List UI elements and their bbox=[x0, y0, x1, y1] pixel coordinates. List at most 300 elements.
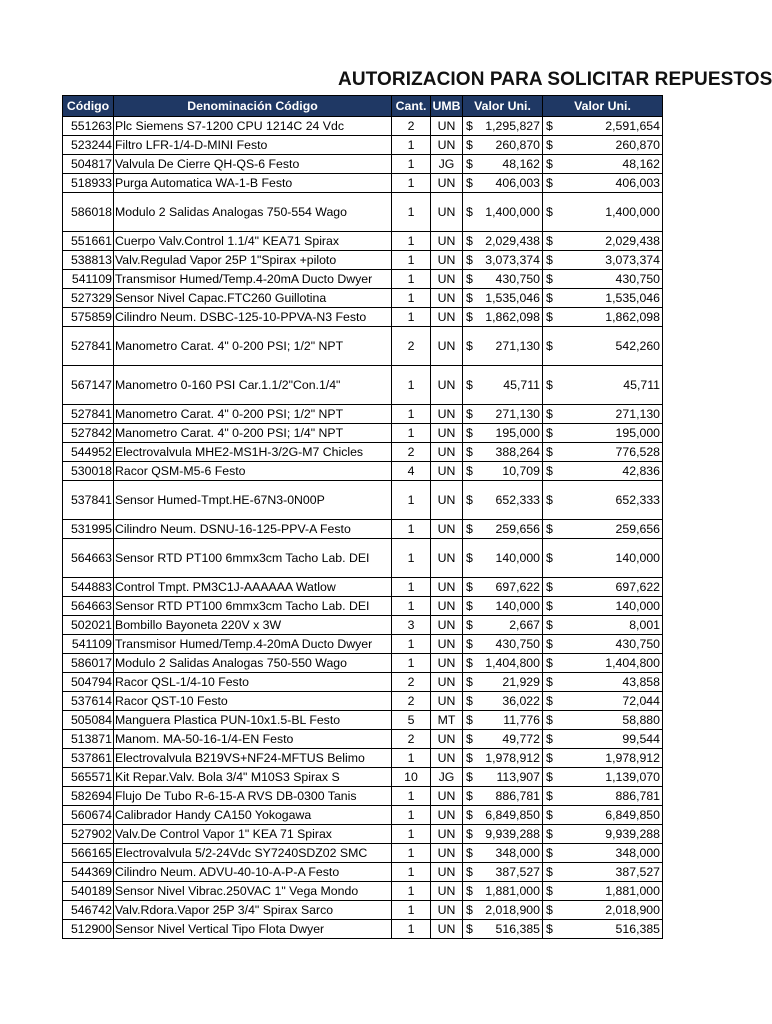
cell-code[interactable]: 551661 bbox=[63, 232, 114, 251]
cell-unit-value[interactable] bbox=[463, 635, 543, 654]
cell-code[interactable]: 541109 bbox=[63, 270, 114, 289]
cell-total-value[interactable] bbox=[543, 289, 663, 308]
cell-umb[interactable]: UN bbox=[431, 117, 463, 136]
cell-description[interactable]: Manometro 0-160 PSI Car.1.1/2"Con.1/4" bbox=[114, 366, 392, 405]
cell-total-value[interactable] bbox=[543, 193, 663, 232]
cell-description[interactable]: Modulo 2 Salidas Analogas 750-554 Wago bbox=[114, 193, 392, 232]
currency-symbol: $ bbox=[466, 551, 473, 565]
table-row bbox=[63, 635, 663, 654]
cell-unit-value[interactable] bbox=[463, 462, 543, 481]
table-row bbox=[63, 251, 663, 270]
cell-unit-value[interactable] bbox=[463, 193, 543, 232]
header-code[interactable]: Código bbox=[63, 96, 114, 117]
cell-total-value[interactable] bbox=[543, 155, 663, 174]
header-umb[interactable]: UMB bbox=[431, 96, 463, 117]
cell-code[interactable]: 586017 bbox=[63, 654, 114, 673]
cell-description[interactable]: Manometro Carat. 4" 0-200 PSI; 1/2" NPT bbox=[114, 327, 392, 366]
amount: 195,000 bbox=[615, 426, 660, 440]
cell-code[interactable]: 527902 bbox=[63, 825, 114, 844]
cell-total-value[interactable] bbox=[543, 863, 663, 882]
cell-code[interactable]: 537614 bbox=[63, 692, 114, 711]
currency-symbol: $ bbox=[466, 827, 473, 841]
cell-qty[interactable]: 1 bbox=[392, 270, 431, 289]
cell-umb[interactable]: UN bbox=[431, 920, 463, 939]
cell-qty[interactable]: 1 bbox=[392, 654, 431, 673]
cell-description[interactable]: Cilindro Neum. DSNU-16-125-PPV-A Festo bbox=[114, 520, 392, 539]
cell-description[interactable]: Transmisor Humed/Temp.4-20mA Ducto Dwyer bbox=[114, 270, 392, 289]
cell-unit-value[interactable] bbox=[463, 289, 543, 308]
cell-description[interactable]: Manguera Plastica PUN-10x1.5-BL Festo bbox=[114, 711, 392, 730]
cell-total-value[interactable] bbox=[543, 844, 663, 863]
table-row bbox=[63, 730, 663, 749]
cell-code[interactable]: 544952 bbox=[63, 443, 114, 462]
cell-umb[interactable]: UN bbox=[431, 193, 463, 232]
cell-unit-value[interactable] bbox=[463, 443, 543, 462]
cell-description[interactable]: Valv.De Control Vapor 1" KEA 71 Spirax bbox=[114, 825, 392, 844]
amount: 1,139,070 bbox=[605, 770, 660, 784]
cell-total-value[interactable] bbox=[543, 308, 663, 327]
cell-qty[interactable]: 1 bbox=[392, 405, 431, 424]
cell-umb[interactable]: UN bbox=[431, 597, 463, 616]
amount: 2,018,900 bbox=[485, 903, 540, 917]
cell-total-value[interactable] bbox=[543, 539, 663, 578]
cell-total-value[interactable] bbox=[543, 901, 663, 920]
cell-qty[interactable]: 1 bbox=[392, 520, 431, 539]
cell-code[interactable]: 544369 bbox=[63, 863, 114, 882]
cell-unit-value[interactable] bbox=[463, 232, 543, 251]
currency-symbol: $ bbox=[466, 445, 473, 459]
cell-umb[interactable]: JG bbox=[431, 155, 463, 174]
cell-description[interactable]: Control Tmpt. PM3C1J-AAAAAA Watlow bbox=[114, 578, 392, 597]
cell-total-value[interactable] bbox=[543, 882, 663, 901]
amount: 2,667 bbox=[509, 618, 540, 632]
cell-total-value[interactable] bbox=[543, 711, 663, 730]
cell-code[interactable]: 504817 bbox=[63, 155, 114, 174]
cell-unit-value[interactable] bbox=[463, 749, 543, 768]
cell-unit-value[interactable] bbox=[463, 844, 543, 863]
amount: 348,000 bbox=[495, 846, 540, 860]
header-description[interactable]: Denominación Código bbox=[114, 96, 392, 117]
cell-description[interactable]: Purga Automatica WA-1-B Festo bbox=[114, 174, 392, 193]
cell-total-value[interactable] bbox=[543, 616, 663, 635]
amount: 3,073,374 bbox=[605, 253, 660, 267]
cell-qty[interactable]: 1 bbox=[392, 578, 431, 597]
cell-umb[interactable]: UN bbox=[431, 308, 463, 327]
cell-code[interactable]: 523244 bbox=[63, 136, 114, 155]
cell-qty[interactable]: 1 bbox=[392, 366, 431, 405]
cell-unit-value[interactable] bbox=[463, 730, 543, 749]
cell-umb[interactable]: UN bbox=[431, 749, 463, 768]
cell-unit-value[interactable] bbox=[463, 424, 543, 443]
currency-symbol: $ bbox=[546, 157, 553, 171]
cell-qty[interactable]: 4 bbox=[392, 462, 431, 481]
cell-umb[interactable]: UN bbox=[431, 730, 463, 749]
cell-unit-value[interactable] bbox=[463, 768, 543, 787]
cell-umb[interactable]: UN bbox=[431, 825, 463, 844]
cell-code[interactable]: 575859 bbox=[63, 308, 114, 327]
cell-qty[interactable]: 2 bbox=[392, 327, 431, 366]
cell-description[interactable]: Valv.Regulad Vapor 25P 1"Spirax +piloto bbox=[114, 251, 392, 270]
table-row bbox=[63, 673, 663, 692]
currency-symbol: $ bbox=[466, 339, 473, 353]
cell-code[interactable]: 546742 bbox=[63, 901, 114, 920]
amount: 652,333 bbox=[615, 493, 660, 507]
cell-total-value[interactable] bbox=[543, 768, 663, 787]
cell-total-value[interactable] bbox=[543, 635, 663, 654]
cell-total-value[interactable] bbox=[543, 232, 663, 251]
cell-unit-value[interactable] bbox=[463, 327, 543, 366]
cell-unit-value[interactable] bbox=[463, 481, 543, 520]
cell-umb[interactable]: MT bbox=[431, 711, 463, 730]
cell-qty[interactable]: 1 bbox=[392, 193, 431, 232]
cell-total-value[interactable] bbox=[543, 806, 663, 825]
cell-qty[interactable]: 1 bbox=[392, 308, 431, 327]
cell-total-value[interactable] bbox=[543, 251, 663, 270]
cell-qty[interactable]: 1 bbox=[392, 787, 431, 806]
cell-total-value[interactable] bbox=[543, 405, 663, 424]
cell-qty[interactable]: 2 bbox=[392, 730, 431, 749]
cell-qty[interactable]: 2 bbox=[392, 692, 431, 711]
cell-total-value[interactable] bbox=[543, 174, 663, 193]
cell-umb[interactable]: UN bbox=[431, 232, 463, 251]
cell-code[interactable]: 527841 bbox=[63, 405, 114, 424]
cell-description[interactable]: Electrovalvula MHE2-MS1H-3/2G-M7 Chicles bbox=[114, 443, 392, 462]
table-row bbox=[63, 882, 663, 901]
cell-umb[interactable]: UN bbox=[431, 520, 463, 539]
page-title: AUTORIZACION PARA SOLICITAR REPUESTOS bbox=[338, 69, 772, 90]
cell-unit-value[interactable] bbox=[463, 405, 543, 424]
cell-qty[interactable]: 1 bbox=[392, 289, 431, 308]
cell-umb[interactable]: UN bbox=[431, 539, 463, 578]
cell-description[interactable]: Electrovalvula B219VS+NF24-MFTUS Belimo bbox=[114, 749, 392, 768]
cell-umb[interactable]: UN bbox=[431, 863, 463, 882]
cell-total-value[interactable] bbox=[543, 730, 663, 749]
cell-code[interactable]: 541109 bbox=[63, 635, 114, 654]
cell-total-value[interactable] bbox=[543, 825, 663, 844]
cell-unit-value[interactable] bbox=[463, 539, 543, 578]
cell-total-value[interactable] bbox=[543, 520, 663, 539]
cell-umb[interactable]: UN bbox=[431, 882, 463, 901]
spreadsheet bbox=[62, 95, 660, 951]
header-total-value[interactable]: Valor Uni. bbox=[543, 96, 663, 117]
currency-symbol: $ bbox=[466, 426, 473, 440]
cell-umb[interactable]: UN bbox=[431, 787, 463, 806]
cell-description[interactable]: Valvula De Cierre QH-QS-6 Festo bbox=[114, 155, 392, 174]
table-row bbox=[63, 405, 663, 424]
cell-code[interactable]: 502021 bbox=[63, 616, 114, 635]
cell-qty[interactable]: 1 bbox=[392, 424, 431, 443]
cell-description[interactable]: Sensor Humed-Tmpt.HE-67N3-0N00P bbox=[114, 481, 392, 520]
cell-total-value[interactable] bbox=[543, 462, 663, 481]
cell-umb[interactable]: UN bbox=[431, 481, 463, 520]
cell-unit-value[interactable] bbox=[463, 597, 543, 616]
cell-description[interactable]: Sensor RTD PT100 6mmx3cm Tacho Lab. DEI bbox=[114, 539, 392, 578]
currency-symbol: $ bbox=[546, 637, 553, 651]
cell-description[interactable]: Manometro Carat. 4" 0-200 PSI; 1/2" NPT bbox=[114, 405, 392, 424]
amount: 776,528 bbox=[615, 445, 660, 459]
cell-umb[interactable]: JG bbox=[431, 768, 463, 787]
cell-unit-value[interactable] bbox=[463, 270, 543, 289]
cell-description[interactable]: Cilindro Neum. ADVU-40-10-A-P-A Festo bbox=[114, 863, 392, 882]
amount: 21,929 bbox=[502, 675, 540, 689]
amount: 1,535,046 bbox=[605, 291, 660, 305]
table-row bbox=[63, 289, 663, 308]
cell-qty[interactable]: 1 bbox=[392, 920, 431, 939]
cell-unit-value[interactable] bbox=[463, 616, 543, 635]
cell-code[interactable]: 567147 bbox=[63, 366, 114, 405]
amount: 1,400,000 bbox=[605, 205, 660, 219]
cell-umb[interactable]: UN bbox=[431, 270, 463, 289]
cell-qty[interactable]: 2 bbox=[392, 443, 431, 462]
currency-symbol: $ bbox=[546, 599, 553, 613]
cell-code[interactable]: 565571 bbox=[63, 768, 114, 787]
cell-description[interactable]: Filtro LFR-1/4-D-MINI Festo bbox=[114, 136, 392, 155]
cell-total-value[interactable] bbox=[543, 578, 663, 597]
cell-code[interactable]: 518933 bbox=[63, 174, 114, 193]
amount: 348,000 bbox=[615, 846, 660, 860]
cell-qty[interactable]: 1 bbox=[392, 863, 431, 882]
cell-description[interactable]: Calibrador Handy CA150 Yokogawa bbox=[114, 806, 392, 825]
amount: 2,591,654 bbox=[605, 119, 660, 133]
amount: 2,018,900 bbox=[605, 903, 660, 917]
cell-code[interactable]: 564663 bbox=[63, 597, 114, 616]
cell-unit-value[interactable] bbox=[463, 117, 543, 136]
cell-qty[interactable]: 1 bbox=[392, 635, 431, 654]
cell-qty[interactable]: 1 bbox=[392, 539, 431, 578]
cell-unit-value[interactable] bbox=[463, 901, 543, 920]
cell-umb[interactable]: UN bbox=[431, 136, 463, 155]
cell-qty[interactable]: 1 bbox=[392, 155, 431, 174]
cell-code[interactable]: 504794 bbox=[63, 673, 114, 692]
cell-code[interactable]: 527842 bbox=[63, 424, 114, 443]
cell-code[interactable]: 586018 bbox=[63, 193, 114, 232]
cell-unit-value[interactable] bbox=[463, 155, 543, 174]
cell-unit-value[interactable] bbox=[463, 882, 543, 901]
cell-unit-value[interactable] bbox=[463, 711, 543, 730]
cell-unit-value[interactable] bbox=[463, 787, 543, 806]
cell-umb[interactable]: UN bbox=[431, 578, 463, 597]
cell-code[interactable]: 538813 bbox=[63, 251, 114, 270]
currency-symbol: $ bbox=[466, 378, 473, 392]
cell-umb[interactable]: UN bbox=[431, 443, 463, 462]
cell-umb[interactable]: UN bbox=[431, 366, 463, 405]
cell-total-value[interactable] bbox=[543, 749, 663, 768]
cell-code[interactable]: 551263 bbox=[63, 117, 114, 136]
cell-code[interactable]: 527841 bbox=[63, 327, 114, 366]
currency-symbol: $ bbox=[546, 445, 553, 459]
cell-umb[interactable]: UN bbox=[431, 901, 463, 920]
cell-qty[interactable]: 1 bbox=[392, 232, 431, 251]
cell-description[interactable]: Flujo De Tubo R-6-15-A RVS DB-0300 Tanis bbox=[114, 787, 392, 806]
cell-code[interactable]: 505084 bbox=[63, 711, 114, 730]
cell-unit-value[interactable] bbox=[463, 578, 543, 597]
parts-table bbox=[62, 95, 663, 939]
cell-code[interactable]: 537841 bbox=[63, 481, 114, 520]
currency-symbol: $ bbox=[546, 464, 553, 478]
table-row bbox=[63, 616, 663, 635]
amount: 1,881,000 bbox=[605, 884, 660, 898]
cell-code[interactable]: 540189 bbox=[63, 882, 114, 901]
cell-code[interactable]: 560674 bbox=[63, 806, 114, 825]
cell-umb[interactable]: UN bbox=[431, 654, 463, 673]
cell-umb[interactable]: UN bbox=[431, 174, 463, 193]
cell-umb[interactable]: UN bbox=[431, 616, 463, 635]
cell-total-value[interactable] bbox=[543, 136, 663, 155]
cell-description[interactable]: Sensor Nivel Capac.FTC260 Guillotina bbox=[114, 289, 392, 308]
cell-qty[interactable]: 1 bbox=[392, 481, 431, 520]
currency-symbol: $ bbox=[546, 827, 553, 841]
currency-symbol: $ bbox=[466, 713, 473, 727]
cell-total-value[interactable] bbox=[543, 481, 663, 520]
amount: 8,001 bbox=[629, 618, 660, 632]
cell-total-value[interactable] bbox=[543, 424, 663, 443]
cell-code[interactable]: 582694 bbox=[63, 787, 114, 806]
cell-total-value[interactable] bbox=[543, 443, 663, 462]
amount: 516,385 bbox=[615, 922, 660, 936]
cell-umb[interactable]: UN bbox=[431, 673, 463, 692]
cell-description[interactable]: Plc Siemens S7-1200 CPU 1214C 24 Vdc bbox=[114, 117, 392, 136]
amount: 387,527 bbox=[615, 865, 660, 879]
cell-code[interactable]: 531995 bbox=[63, 520, 114, 539]
cell-qty[interactable]: 1 bbox=[392, 597, 431, 616]
cell-code[interactable]: 564663 bbox=[63, 539, 114, 578]
cell-description[interactable]: Cilindro Neum. DSBC-125-10-PPVA-N3 Festo bbox=[114, 308, 392, 327]
header-unit-value[interactable]: Valor Uni. bbox=[463, 96, 543, 117]
currency-symbol: $ bbox=[546, 407, 553, 421]
cell-umb[interactable]: UN bbox=[431, 289, 463, 308]
cell-umb[interactable]: UN bbox=[431, 327, 463, 366]
cell-description[interactable]: Modulo 2 Salidas Analogas 750-550 Wago bbox=[114, 654, 392, 673]
cell-code[interactable]: 513871 bbox=[63, 730, 114, 749]
cell-qty[interactable]: 1 bbox=[392, 901, 431, 920]
cell-qty[interactable]: 1 bbox=[392, 749, 431, 768]
cell-code[interactable]: 530018 bbox=[63, 462, 114, 481]
currency-symbol: $ bbox=[546, 138, 553, 152]
cell-description[interactable]: Electrovalvula 5/2-24Vdc SY7240SDZ02 SMC bbox=[114, 844, 392, 863]
table-row bbox=[63, 520, 663, 539]
cell-description[interactable]: Transmisor Humed/Temp.4-20mA Ducto Dwyer bbox=[114, 635, 392, 654]
cell-description[interactable]: Racor QSM-M5-6 Festo bbox=[114, 462, 392, 481]
cell-unit-value[interactable] bbox=[463, 251, 543, 270]
cell-description[interactable]: Racor QSL-1/4-10 Festo bbox=[114, 673, 392, 692]
currency-symbol: $ bbox=[466, 675, 473, 689]
cell-umb[interactable]: UN bbox=[431, 844, 463, 863]
cell-umb[interactable]: UN bbox=[431, 251, 463, 270]
cell-unit-value[interactable] bbox=[463, 692, 543, 711]
cell-total-value[interactable] bbox=[543, 597, 663, 616]
cell-unit-value[interactable] bbox=[463, 863, 543, 882]
amount: 48,162 bbox=[502, 157, 540, 171]
currency-symbol: $ bbox=[546, 903, 553, 917]
cell-umb[interactable]: UN bbox=[431, 806, 463, 825]
cell-description[interactable]: Racor QST-10 Festo bbox=[114, 692, 392, 711]
cell-unit-value[interactable] bbox=[463, 366, 543, 405]
cell-total-value[interactable] bbox=[543, 366, 663, 405]
cell-description[interactable]: Manometro Carat. 4" 0-200 PSI; 1/4" NPT bbox=[114, 424, 392, 443]
cell-unit-value[interactable] bbox=[463, 806, 543, 825]
cell-unit-value[interactable] bbox=[463, 174, 543, 193]
cell-description[interactable]: Sensor Nivel Vibrac.250VAC 1" Vega Mondo bbox=[114, 882, 392, 901]
cell-unit-value[interactable] bbox=[463, 136, 543, 155]
cell-total-value[interactable] bbox=[543, 787, 663, 806]
currency-symbol: $ bbox=[466, 637, 473, 651]
amount: 1,978,912 bbox=[485, 751, 540, 765]
cell-umb[interactable]: UN bbox=[431, 635, 463, 654]
cell-qty[interactable]: 1 bbox=[392, 825, 431, 844]
cell-description[interactable]: Kit Repar.Valv. Bola 3/4" M10S3 Spirax S bbox=[114, 768, 392, 787]
cell-description[interactable]: Valv.Rdora.Vapor 25P 3/4" Spirax Sarco bbox=[114, 901, 392, 920]
cell-umb[interactable]: UN bbox=[431, 692, 463, 711]
cell-total-value[interactable] bbox=[543, 920, 663, 939]
cell-description[interactable]: Cuerpo Valv.Control 1.1/4" KEA71 Spirax bbox=[114, 232, 392, 251]
cell-qty[interactable]: 3 bbox=[392, 616, 431, 635]
cell-umb[interactable]: UN bbox=[431, 405, 463, 424]
cell-qty[interactable]: 1 bbox=[392, 251, 431, 270]
cell-description[interactable]: Sensor Nivel Vertical Tipo Flota Dwyer bbox=[114, 920, 392, 939]
cell-code[interactable]: 512900 bbox=[63, 920, 114, 939]
cell-total-value[interactable] bbox=[543, 327, 663, 366]
cell-unit-value[interactable] bbox=[463, 654, 543, 673]
cell-total-value[interactable] bbox=[543, 117, 663, 136]
header-qty[interactable]: Cant. bbox=[392, 96, 431, 117]
amount: 1,862,098 bbox=[605, 310, 660, 324]
cell-qty[interactable]: 1 bbox=[392, 806, 431, 825]
table-row bbox=[63, 232, 663, 251]
cell-qty[interactable]: 1 bbox=[392, 136, 431, 155]
cell-total-value[interactable] bbox=[543, 692, 663, 711]
cell-unit-value[interactable] bbox=[463, 673, 543, 692]
table-row bbox=[63, 825, 663, 844]
cell-description[interactable]: Bombillo Bayoneta 220V x 3W bbox=[114, 616, 392, 635]
cell-qty[interactable]: 1 bbox=[392, 844, 431, 863]
amount: 1,404,800 bbox=[605, 656, 660, 670]
cell-qty[interactable]: 2 bbox=[392, 673, 431, 692]
cell-total-value[interactable] bbox=[543, 673, 663, 692]
currency-symbol: $ bbox=[546, 522, 553, 536]
cell-unit-value[interactable] bbox=[463, 520, 543, 539]
currency-symbol: $ bbox=[466, 580, 473, 594]
cell-qty[interactable]: 2 bbox=[392, 117, 431, 136]
amount: 260,870 bbox=[495, 138, 540, 152]
currency-symbol: $ bbox=[546, 551, 553, 565]
cell-code[interactable]: 527329 bbox=[63, 289, 114, 308]
cell-code[interactable]: 544883 bbox=[63, 578, 114, 597]
cell-umb[interactable]: UN bbox=[431, 424, 463, 443]
table-row bbox=[63, 844, 663, 863]
cell-total-value[interactable] bbox=[543, 270, 663, 289]
amount: 430,750 bbox=[495, 272, 540, 286]
cell-unit-value[interactable] bbox=[463, 308, 543, 327]
currency-symbol: $ bbox=[546, 426, 553, 440]
currency-symbol: $ bbox=[466, 789, 473, 803]
cell-umb[interactable]: UN bbox=[431, 462, 463, 481]
amount: 387,527 bbox=[495, 865, 540, 879]
currency-symbol: $ bbox=[546, 808, 553, 822]
currency-symbol: $ bbox=[546, 922, 553, 936]
cell-unit-value[interactable] bbox=[463, 920, 543, 939]
cell-total-value[interactable] bbox=[543, 654, 663, 673]
cell-qty[interactable]: 1 bbox=[392, 174, 431, 193]
cell-qty[interactable]: 1 bbox=[392, 882, 431, 901]
cell-description[interactable]: Manom. MA-50-16-1/4-EN Festo bbox=[114, 730, 392, 749]
cell-qty[interactable]: 10 bbox=[392, 768, 431, 787]
cell-unit-value[interactable] bbox=[463, 825, 543, 844]
cell-description[interactable]: Sensor RTD PT100 6mmx3cm Tacho Lab. DEI bbox=[114, 597, 392, 616]
amount: 430,750 bbox=[615, 272, 660, 286]
cell-code[interactable]: 566165 bbox=[63, 844, 114, 863]
cell-code[interactable]: 537861 bbox=[63, 749, 114, 768]
cell-qty[interactable]: 5 bbox=[392, 711, 431, 730]
